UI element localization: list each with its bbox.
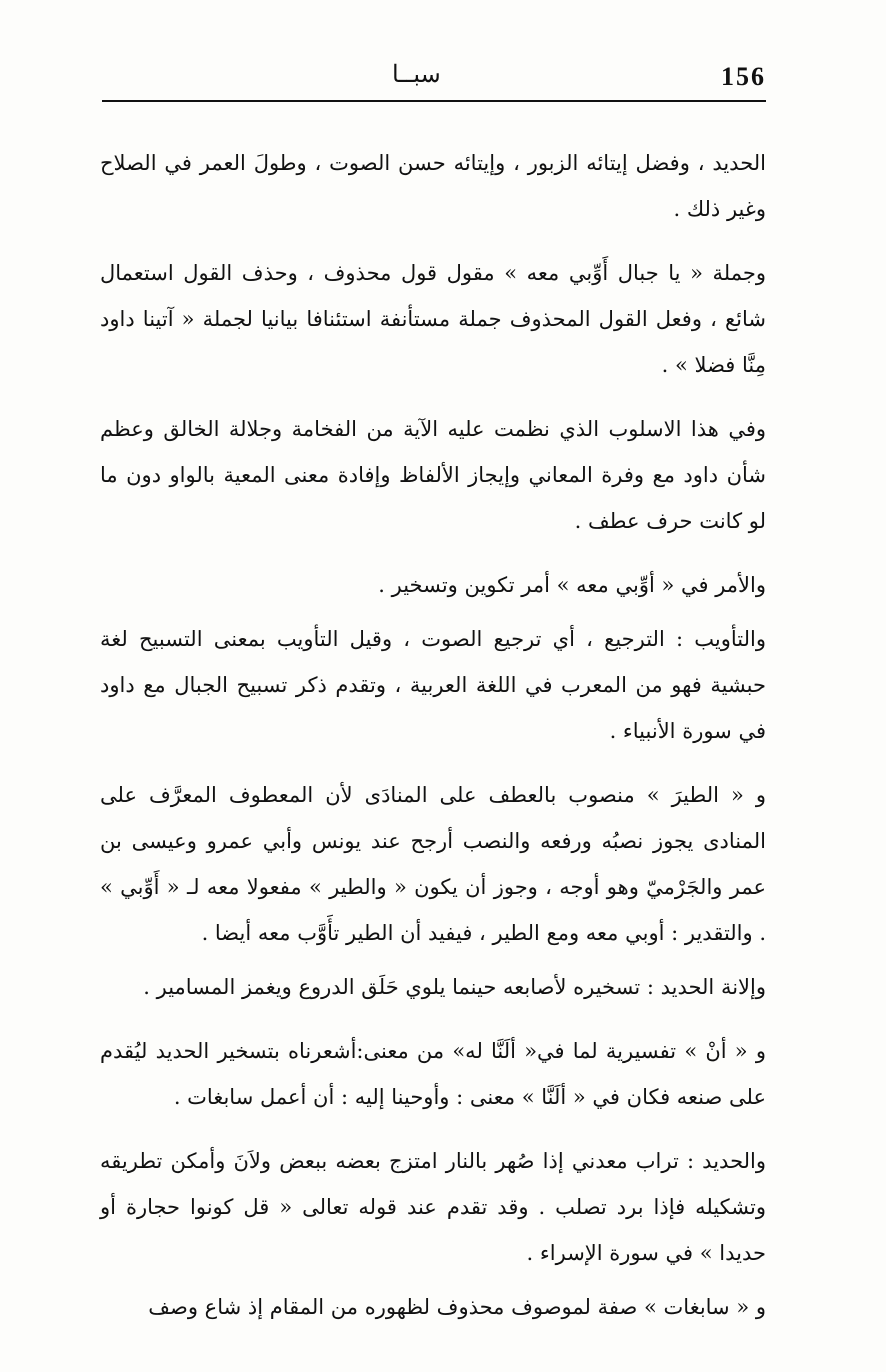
paragraph: الحديد ، وفضل إيتائه الزبور ، وإيتائه حسن الصوت ، وطولَ العمر في الصلاح وغير ذلك . — [100, 151, 766, 221]
page-header — [102, 58, 766, 98]
paragraph: و « سابغات » صفة لموصوف محذوف لظهوره من المقام إذ شاع وصف — [148, 1295, 766, 1319]
running-title: سبــا — [392, 60, 441, 88]
page-number: 156 — [721, 62, 766, 91]
paragraph: والحديد : تراب معدني إذا صُهر بالنار امتزج بعضه ببعض ولاَنَ وأمكن تطريقه وتشكيله فإذا برد تصلب . وقد تقدم عند قوله تعالى « قل كونوا حجارة أو حديدا » في سورة الإسراء . — [100, 1149, 766, 1265]
paragraph: و « أنْ » تفسيرية لما في« ألَنَّا له» من معنى:أشعرناه بتسخير الحديد ليُقدم على صنعه فكان في « ألَنَّا » معنى : وأوحينا إليه : أن أعمل سابغات . — [100, 1039, 766, 1109]
paragraph: و « الطيرَ » منصوب بالعطف على المنادَى لأن المعطوف المعرَّف على المنادى يجوز نصبُه ورفعه والنصب أرجح عند يونس وأبي عمرو وعيسى بن عمر والجَرْميّ وهو أوجه ، وجوز أن يكون « والطير » مفعولا معه لـ « أَوِّبي » . والتقدير : أوبي معه ومع الطير ، فيفيد أن الطير تأَوَّب معه أيضا . — [100, 783, 766, 945]
page-body — [100, 140, 766, 1348]
paragraph: والأمر في « أوِّبي معه » أمر تكوين وتسخير . — [378, 573, 766, 597]
paragraph: وفي هذا الاسلوب الذي نظمت عليه الآية من الفخامة وجلالة الخالق وعظم شأن داود مع وفرة المعاني وإيجاز الألفاظ وإفادة معنى المعية بالواو دون ما لو كانت حرف عطف . — [100, 417, 766, 533]
paragraph: والتأويب : الترجيع ، أي ترجيع الصوت ، وقيل التأويب بمعنى التسبيح لغة حبشية فهو من المعرب في اللغة العربية ، وتقدم ذكر تسبيح الجبال مع داود في سورة الأنبياء . — [100, 627, 766, 743]
paragraph: وإلانة الحديد : تسخيره لأصابعه حينما يلوي حَلَق الدروع ويغمز المسامير . — [143, 975, 766, 999]
header-rule — [102, 100, 766, 102]
paragraph: وجملة « يا جبال أَوِّبي معه » مقول قول محذوف ، وحذف القول استعمال شائع ، وفعل القول المحذوف جملة مستأنفة استئنافا بيانيا لجملة « آتينا داود مِنَّا فضلا » . — [100, 261, 766, 377]
